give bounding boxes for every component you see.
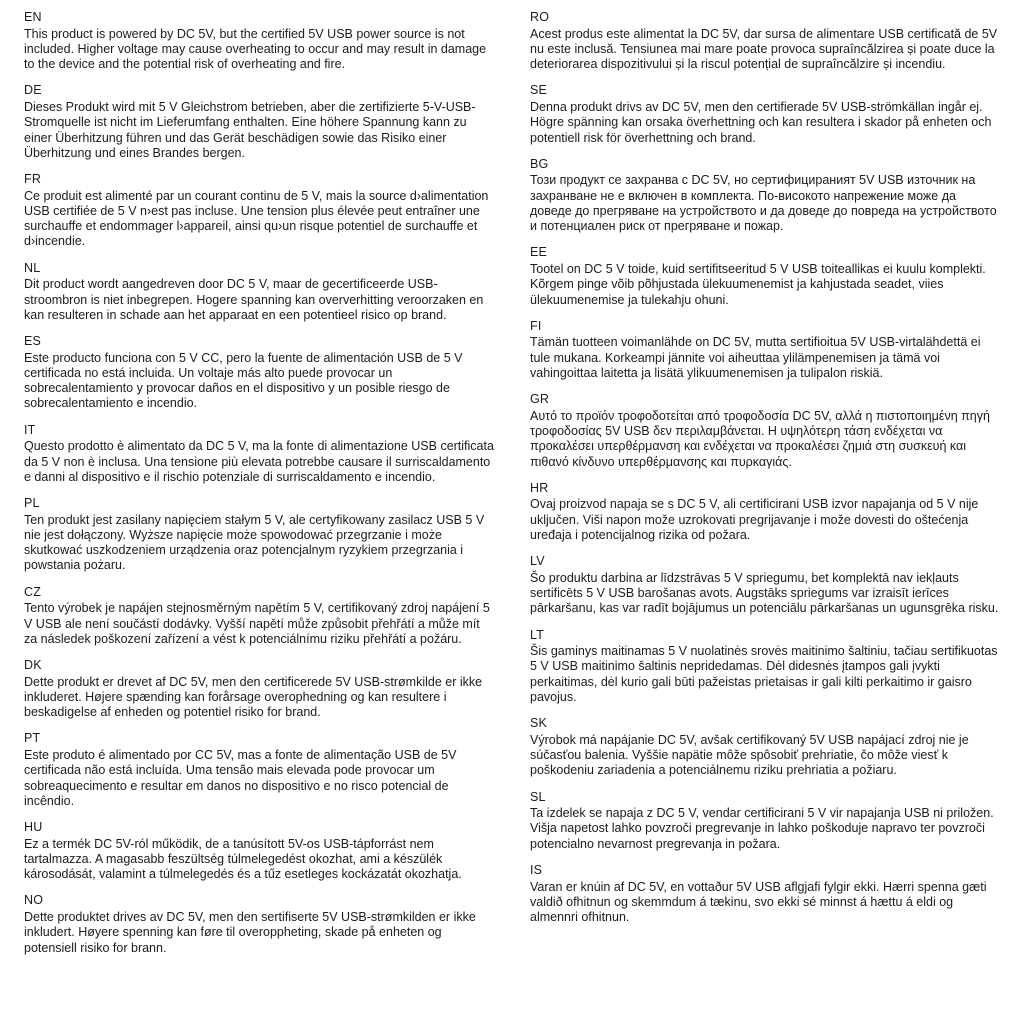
language-block-sl <box>530 790 1000 852</box>
language-code: SK <box>530 716 548 731</box>
language-block-ro <box>530 10 1000 72</box>
language-code: HR <box>530 480 549 495</box>
language-text: Tento výrobek je napájen stejnosměrným napětím 5 V, certifikovaný zdroj napájení 5 V USB ale není součástí dodávky. Vyšší napětí může způsobit přehřátí a může mít za následek poškození zařízení a vést k potenciálnímu riziku přehřátí a požáru. <box>24 601 490 646</box>
language-block-fr <box>24 172 494 250</box>
language-text: Acest produs este alimentat la DC 5V, dar sursa de alimentare USB certificată de 5V nu este inclusă. Tensiunea mai mare poate provoca supraîncălzirea și poate duce la deteriorarea dispozitivului și la riscul potențial de supraîncălzire și incendiu. <box>530 26 998 72</box>
left-column <box>24 10 494 967</box>
language-block-lt <box>530 628 1000 706</box>
language-code: RO <box>530 10 550 24</box>
language-text: Ta izdelek se napaja z DC 5 V, vendar certificirani 5 V vir napajanja USB ni priložen. Višja napetost lahko povzroči pregrevanje in lahko poškoduje napravo ter povzroči potencialno nevarnost pregrevanja in požara. <box>530 806 994 851</box>
language-code: EN <box>24 10 42 24</box>
language-text: Ovaj proizvod napaja se s DC 5 V, ali certificirani USB izvor napajanja od 5 V nije uključen. Viši napon može uzrokovati pregrijavanje i može dovesti do oštećenja uređaja i potencijalnog rizika od požara. <box>530 497 979 542</box>
language-block-pl <box>24 496 494 574</box>
language-text: Ez a termék DC 5V-ról működik, de a tanúsított 5V-os USB-tápforrást nem tartalmazza. A magasabb feszültség túlmelegedést okozhat, ami a készülék károsodását, valamint a túlmelegedés és a tűz esetleges kockázatát okozhatja. <box>24 836 462 882</box>
language-text: Varan er knúin af DC 5V, en vottaður 5V USB aflgjafi fylgir ekki. Hærri spenna gæti valdið ofhitnun og skemmdum á tækinu, svo ekki sé minnst á hættu á eldi og almennri ofhitnun. <box>530 879 987 924</box>
language-block-en <box>24 10 494 72</box>
language-code: FI <box>530 318 542 333</box>
language-code: PT <box>24 731 41 746</box>
language-text: Questo prodotto è alimentato da DC 5 V, ma la fonte di alimentazione USB certificata da 5 V non è inclusa. Una tensione più elevata potrebbe causare il surriscaldamento e danni al dispositivo e il rischio potenziale di surriscaldamento e incendio. <box>24 439 494 484</box>
language-text: This product is powered by DC 5V, but the certified 5V USB power source is not included. Higher voltage may cause overheating to occur and may result in damage to the device and the potential risk of overheating and fire. <box>24 26 487 72</box>
language-text: Tämän tuotteen voimanlähde on DC 5V, mutta sertifioitua 5V USB-virtalähdettä ei tule mukana. Korkeampi jännite voi aiheuttaa ylilämpenemisen ja tämä voi vahingoittaa laitetta ja lisätä ylikuumenemisen ja tulipalon riskiä. <box>530 335 981 380</box>
language-code: EE <box>530 245 548 260</box>
language-block-cz <box>24 585 494 647</box>
language-code: PL <box>24 496 40 510</box>
language-block-hr <box>530 481 1000 543</box>
language-code: FR <box>24 172 42 186</box>
language-code: CZ <box>24 584 42 599</box>
language-text: Šis gaminys maitinamas 5 V nuolatinės srovės maitinimo šaltiniu, tačiau sertifikuotas 5 V USB maitinimo šaltinis nepridedamas. Dėl didesnės įtampos gali įvykti perkaitimas, dėl kurio gali būti pažeistas prietaisas ir gali kilti perkaitimo ir gaisro pavojus. <box>530 644 998 704</box>
language-code: BG <box>530 156 549 171</box>
language-block-nl <box>24 261 494 323</box>
language-text: Este producto funciona con 5 V CC, pero la fuente de alimentación USB de 5 V certificada no está incluida. Un voltaje más alto puede provocar un sobrecalentamiento y provocar daños en el dispositivo y un posible riesgo de sobrecalentamiento e incendio. <box>24 350 463 411</box>
language-text: Este produto é alimentado por CC 5V, mas a fonte de alimentação USB de 5V certificada não está incluída. Uma tensão mais elevada pode provocar um sobreaquecimento e resultar em danos no dispositivo e no risco potencial de incêndio. <box>24 748 457 808</box>
language-code: LV <box>530 554 545 569</box>
language-block-hu <box>24 820 494 882</box>
two-column-layout <box>24 10 1000 967</box>
language-code: HU <box>24 820 43 834</box>
language-block-gr <box>530 392 1000 470</box>
language-text: Dit product wordt aangedreven door DC 5 V, maar de gecertificeerde USB-stroombron is niet inbegrepen. Hogere spanning kan oververhitting veroorzaken en kan resulteren in schade aan het apparaat en een potentieel risico op brand. <box>24 277 484 322</box>
language-block-bg <box>530 157 1000 235</box>
language-block-fi <box>530 319 1000 381</box>
language-text: Denna produkt drivs av DC 5V, men den certifierade 5V USB-strömkällan ingår ej. Högre spänning kan orsaka överhettning och kan resultera i skador på enheten och potentiell risk för överhettning och brand. <box>530 100 992 145</box>
language-text: Dette produkt er drevet af DC 5V, men den certificerede 5V USB-strømkilde er ikke inkluderet. Højere spænding kan forårsage overophedning og kan resultere i beskadigelse af enheden og potentiel risiko for brand. <box>24 674 483 720</box>
language-block-ee <box>530 245 1000 307</box>
language-text: Dette produktet drives av DC 5V, men den sertifiserte 5V USB-strømkilden er ikke inkludert. Høyere spenning kan føre til overoppheting, skade på enheten og potensiell risiko for brann. <box>24 910 476 955</box>
language-code: SE <box>530 83 548 98</box>
language-text: Dieses Produkt wird mit 5 V Gleichstrom betrieben, aber die zertifizierte 5-V-USB-Stromquelle ist nicht im Lieferumfang enthalten. Eine höhere Spannung kann zu einer Überhitzung führen und das Gerät beschädigen sowie das Risiko einer Überhitzung und eines Brandes bergen. <box>24 100 476 160</box>
language-code: NO <box>24 893 44 908</box>
language-block-no <box>24 893 494 955</box>
language-text: Ten produkt jest zasilany napięciem stałym 5 V, ale certyfikowany zasilacz USB 5 V nie jest dołączony. Wyższe napięcie może spowodować przegrzanie i może skutkować uszkodzeniem urządzenia oraz potencjalnym ryzykiem przegrzania i powstania pożaru. <box>24 512 485 573</box>
language-block-it <box>24 423 494 485</box>
language-block-lv <box>530 554 1000 616</box>
language-block-is <box>530 863 1000 925</box>
language-code: DK <box>24 658 42 672</box>
language-block-pt <box>24 731 494 809</box>
language-code: IT <box>24 422 36 437</box>
language-block-es <box>24 334 494 412</box>
right-column <box>530 10 1000 936</box>
language-text: Šo produktu darbina ar līdzstrāvas 5 V spriegumu, bet komplektā nav iekļauts sertificēts 5 V USB barošanas avots. Augstāks spriegums var izraisīt ierīces pārkaršanu, kas var radīt bojājumus un potenciālu pārkaršanas un ugunsgrēka risku. <box>530 570 999 616</box>
language-text: Този продукт се захранва с DC 5V, но сертифицираният 5V USB източник на захранване не е включен в комплекта. По-високото напрежение може да доведе до прегряване на устройството и да доведе до повреда на устройството и потенциален риск от прегряване и пожар. <box>530 173 997 234</box>
language-code: SL <box>530 789 546 804</box>
language-text: Tootel on DC 5 V toide, kuid sertifitseeritud 5 V USB toiteallikas ei kuulu komplekti. Kõrgem pinge võib põhjustada ülekuumenemist ja kahjustada seadet, viies ülekuumenemise ja tulekahju ohuni. <box>530 262 986 307</box>
language-code: ES <box>24 334 42 348</box>
language-code: NL <box>24 260 41 275</box>
language-code: DE <box>24 83 42 98</box>
language-code: IS <box>530 862 543 877</box>
language-block-de <box>24 83 494 161</box>
language-block-se <box>530 83 1000 145</box>
language-code: LT <box>530 627 545 642</box>
language-block-sk <box>530 716 1000 778</box>
language-block-dk <box>24 658 494 720</box>
language-text: Αυτό το προϊόν τροφοδοτείται από τροφοδοσία DC 5V, αλλά η πιστοποιημένη πηγή τροφοδοσίας 5V USB δεν περιλαμβάνεται. Η υψηλότερη τάση ενδέχεται να προκαλέσει υπερθέρμανση και ενδέχεται να προκαλέσει ζημιά στη συσκευή και πιθανό κίνδυνο υπερθέρμανσης και πυρκαγιάς. <box>530 408 990 469</box>
language-text: Výrobok má napájanie DC 5V, avšak certifikovaný 5V USB napájací zdroj nie je súčasťou balenia. Vyššie napätie môže spôsobiť prehriatie, čo môže viesť k poškodeniu zariadenia a potenciálnemu riziku prehriatia a požiaru. <box>530 732 969 778</box>
language-text: Ce produit est alimenté par un courant continu de 5 V, mais la source d›alimentation USB certifiée de 5 V n›est pas incluse. Une tension plus élevée peut entraîner une surchauffe et endommager l›appareil, ainsi qu›un risque potentiel de surchauffe et d›incendie. <box>24 188 489 249</box>
language-code: GR <box>530 392 550 407</box>
